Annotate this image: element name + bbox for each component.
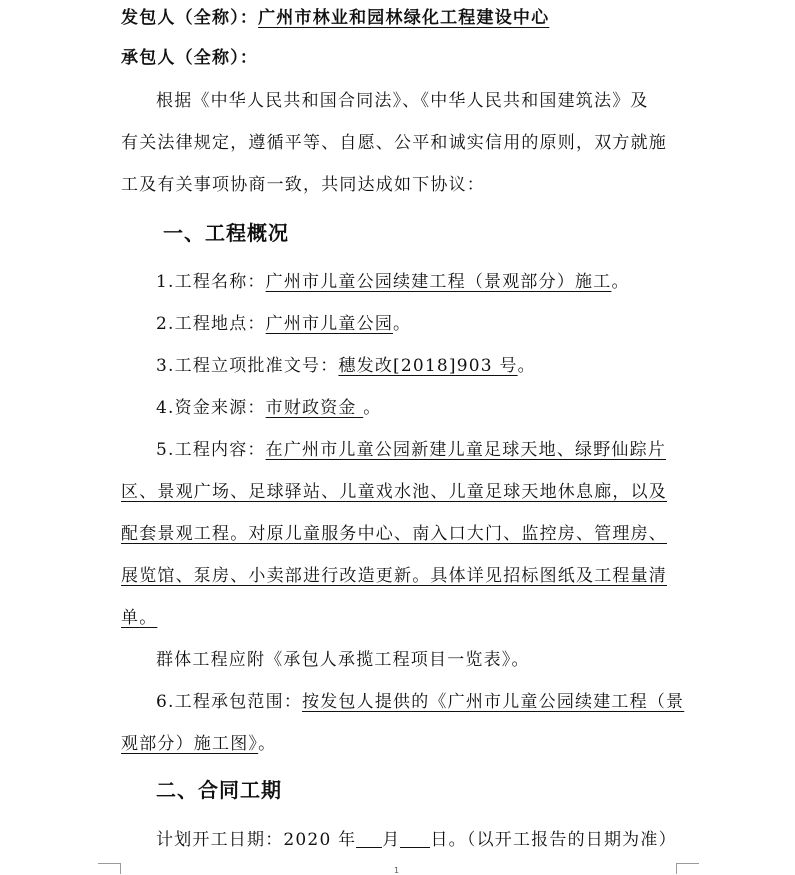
day-blank — [400, 831, 430, 848]
item-4-end: 。 — [363, 398, 382, 418]
item-5-first-line — [156, 435, 795, 460]
item-3-value: 穗发改[2018]903 号 — [338, 356, 518, 376]
start-date-line — [156, 825, 795, 850]
section-1-heading: 一、工程概况 — [163, 221, 289, 245]
item-5-text-3: 配套景观工程。对原儿童服务中心、南入口大门、监控房、管理房、 — [121, 524, 667, 544]
page-number: 1 — [394, 866, 400, 875]
item-1 — [156, 267, 795, 292]
month-blank — [356, 831, 382, 848]
item-4 — [156, 393, 795, 418]
margin-mark-right — [676, 863, 699, 874]
item-2-label: 2.工程地点： — [156, 314, 266, 334]
item-5-text-2: 区、景观广场、足球驿站、儿童戏水池、儿童足球天地休息廊，以及 — [121, 482, 667, 502]
intro-line-3: 工及有关事项协商一致，共同达成如下协议： — [121, 175, 485, 195]
item-2-end: 。 — [393, 314, 412, 334]
item-5-text-5: 单。 — [121, 608, 158, 628]
item-3 — [156, 351, 795, 376]
item-5-line-4 — [121, 561, 795, 586]
contractor-line — [121, 43, 795, 68]
item-5-line-5 — [121, 603, 795, 628]
item-2-value: 广州市儿童公园 — [265, 314, 394, 334]
margin-mark-left — [98, 863, 121, 874]
day-label: 日。（以开工报告的日期为准） — [430, 830, 677, 850]
item-5-text-4: 展览馆、泵房、小卖部进行改造更新。具体详见招标图纸及工程量清 — [121, 566, 667, 586]
item-5-label: 5.工程内容： — [156, 440, 266, 460]
start-date-prefix: 计划开工日期：2020 年 — [156, 830, 357, 850]
item-1-label: 1.工程名称： — [156, 272, 266, 292]
contractor-label: 承包人（全称）： — [121, 48, 259, 68]
item-6-label: 6.工程承包范围： — [156, 692, 303, 712]
item-6-line-2 — [121, 729, 795, 754]
intro-line-1: 根据《中华人民共和国合同法》、《中华人民共和国建筑法》及 — [156, 91, 649, 111]
item-6-first-line — [156, 687, 795, 712]
intro-line-2: 有关法律规定，遵循平等、自愿、公平和诚实信用的原则，双方就施 — [121, 133, 667, 153]
section-2-heading: 二、合同工期 — [156, 778, 282, 802]
item-5-line-3 — [121, 519, 795, 544]
item-3-end: 。 — [517, 356, 536, 376]
item-4-value: 市财政资金 — [265, 398, 357, 418]
item-5-text-1: 在广州市儿童公园新建儿童足球天地、绿野仙踪片 — [265, 440, 667, 460]
item-3-label: 3.工程立项批准文号： — [156, 356, 339, 376]
item-1-value: 广州市儿童公园续建工程（景观部分）施工 — [265, 272, 612, 292]
item-6-end: 。 — [258, 734, 277, 754]
item-4-label: 4.资金来源： — [156, 398, 266, 418]
employer-label: 发包人（全称）： — [121, 8, 259, 28]
employer-name: 广州市林业和园林绿化工程建设中心 — [258, 8, 550, 28]
item-5-line-2 — [121, 477, 795, 502]
item-2 — [156, 309, 795, 334]
month-label: 月 — [382, 830, 401, 850]
item-6-text-1: 按发包人提供的《广州市儿童公园续建工程（景 — [302, 692, 685, 712]
group-note: 群体工程应附《承包人承揽工程项目一览表》。 — [156, 650, 530, 670]
item-1-end: 。 — [611, 272, 630, 292]
item-6-text-2: 观部分）施工图》 — [121, 734, 259, 754]
employer-line — [121, 3, 795, 28]
